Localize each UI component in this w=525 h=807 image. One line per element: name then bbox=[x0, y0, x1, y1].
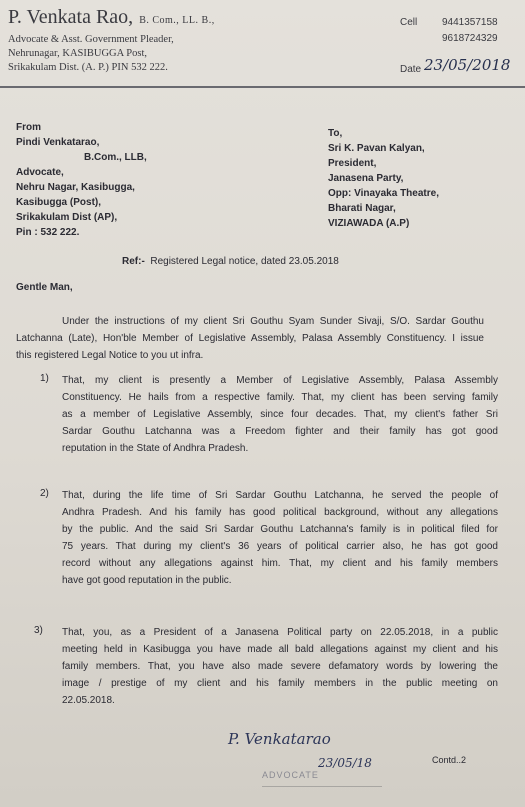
salutation: Gentle Man, bbox=[16, 282, 73, 293]
reference-label: Ref:- bbox=[122, 256, 145, 267]
point-line: by the public. And the said Sri Sardar Gouthu Latchanna's family is in political filed for bbox=[62, 524, 498, 535]
phone-secondary: 9618724329 bbox=[442, 33, 498, 44]
letterhead-divider bbox=[0, 86, 525, 88]
letterhead-district: Srikakulam Dist. (A. P.) PIN 532 222. bbox=[8, 62, 168, 73]
point-number: 1) bbox=[40, 373, 49, 384]
handwritten-signature: P. Venkatarao bbox=[228, 730, 331, 748]
continued-marker: Contd..2 bbox=[432, 755, 467, 765]
point-paragraph-1 bbox=[62, 372, 498, 457]
from-block bbox=[16, 120, 147, 240]
point-line: 75 years. That during my client's 36 years of political carrier also, he has got good bbox=[62, 541, 498, 552]
phone-primary: 9441357158 bbox=[442, 17, 498, 28]
point-number: 2) bbox=[40, 488, 49, 499]
point-line: 22.05.2018. bbox=[62, 695, 115, 706]
to-line: VIZIAWADA (A.P) bbox=[328, 218, 410, 229]
point-line: reputation in the State of Andhra Pradesh. bbox=[62, 443, 249, 454]
date-label: Date bbox=[400, 64, 422, 75]
point-line: as a member of Legislative Assembly, since four decades. That, my client's father Sri bbox=[62, 409, 498, 420]
from-line: Nehru Nagar, Kasibugga, bbox=[16, 182, 135, 193]
to-block bbox=[328, 126, 439, 231]
advocate-name: P. Venkata Rao, bbox=[8, 6, 134, 28]
point-line: Constituency. He hails from a respective family. That, my client has been serving family bbox=[62, 392, 498, 403]
point-line: Andhra Pradesh. And his family has good political background, without any allegations bbox=[62, 507, 498, 518]
signature-date: 23/05/18 bbox=[318, 756, 372, 770]
to-heading: To, bbox=[328, 128, 343, 139]
advocate-degrees: B. Com., LL. B., bbox=[139, 15, 215, 26]
intro-line: Latchanna (Late), Hon'ble Member of Legislative Assembly, Palasa Assembly Constituency. I issue bbox=[16, 333, 484, 344]
to-line: Opp: Vinayaka Theatre, bbox=[328, 188, 439, 199]
point-line: have got good reputation in the public. bbox=[62, 575, 232, 586]
point-line: That, you, as a President of a Janasena Political party on 22.05.2018, in a public bbox=[62, 627, 498, 638]
point-line: meeting held in Kasibugga you have made all bald allegations against my client and his bbox=[62, 644, 498, 655]
from-line: B.Com., LLB, bbox=[84, 152, 147, 163]
to-line: President, bbox=[328, 158, 377, 169]
handwritten-date: 23/05/2018 bbox=[424, 56, 511, 74]
reference-text: Registered Legal notice, dated 23.05.2018 bbox=[150, 256, 339, 267]
from-line: Advocate, bbox=[16, 167, 64, 178]
point-line: That, my client is presently a Member of Legislative Assembly, Palasa Assembly bbox=[62, 375, 498, 386]
point-line: record without any allegations against him. That, my client and his family members bbox=[62, 558, 498, 569]
intro-line: Under the instructions of my client Sri Gouthu Syam Sunder Sivaji, S/O. Sardar Gouthu bbox=[62, 316, 484, 327]
intro-line: this registered Legal Notice to you ut infra. bbox=[16, 350, 204, 361]
from-line: Kasibugga (Post), bbox=[16, 197, 102, 208]
to-line: Sri K. Pavan Kalyan, bbox=[328, 143, 425, 154]
from-line: Srikakulam Dist (AP), bbox=[16, 212, 118, 223]
point-number: 3) bbox=[34, 625, 43, 636]
letterhead-name bbox=[8, 6, 215, 29]
from-line: Pindi Venkatarao, bbox=[16, 137, 100, 148]
point-paragraph-3 bbox=[62, 624, 498, 709]
point-line: family members. That, you have also made severe defamatory words by lowering the bbox=[62, 661, 498, 672]
from-line: Pin : 532 222. bbox=[16, 227, 80, 238]
stamp-rule bbox=[262, 786, 382, 787]
from-heading: From bbox=[16, 122, 41, 133]
intro-paragraph bbox=[16, 313, 484, 364]
cell-label: Cell bbox=[400, 17, 418, 28]
point-line: Sardar Gouthu Latchanna was a Freedom fighter and their family has got good bbox=[62, 426, 498, 437]
to-line: Janasena Party, bbox=[328, 173, 404, 184]
advocate-stamp: ADVOCATE bbox=[262, 770, 319, 780]
letterhead-designation: Advocate & Asst. Government Pleader, bbox=[8, 34, 174, 45]
point-line: image / prestige of my client and his family members in the public meeting on bbox=[62, 678, 498, 689]
point-paragraph-2 bbox=[62, 487, 498, 589]
to-line: Bharati Nagar, bbox=[328, 203, 396, 214]
letterhead-address: Nehrunagar, KASIBUGGA Post, bbox=[8, 48, 147, 59]
reference-line bbox=[122, 256, 339, 267]
point-line: That, during the life time of Sri Sardar Gouthu Latchanna, he served the people of bbox=[62, 490, 498, 501]
